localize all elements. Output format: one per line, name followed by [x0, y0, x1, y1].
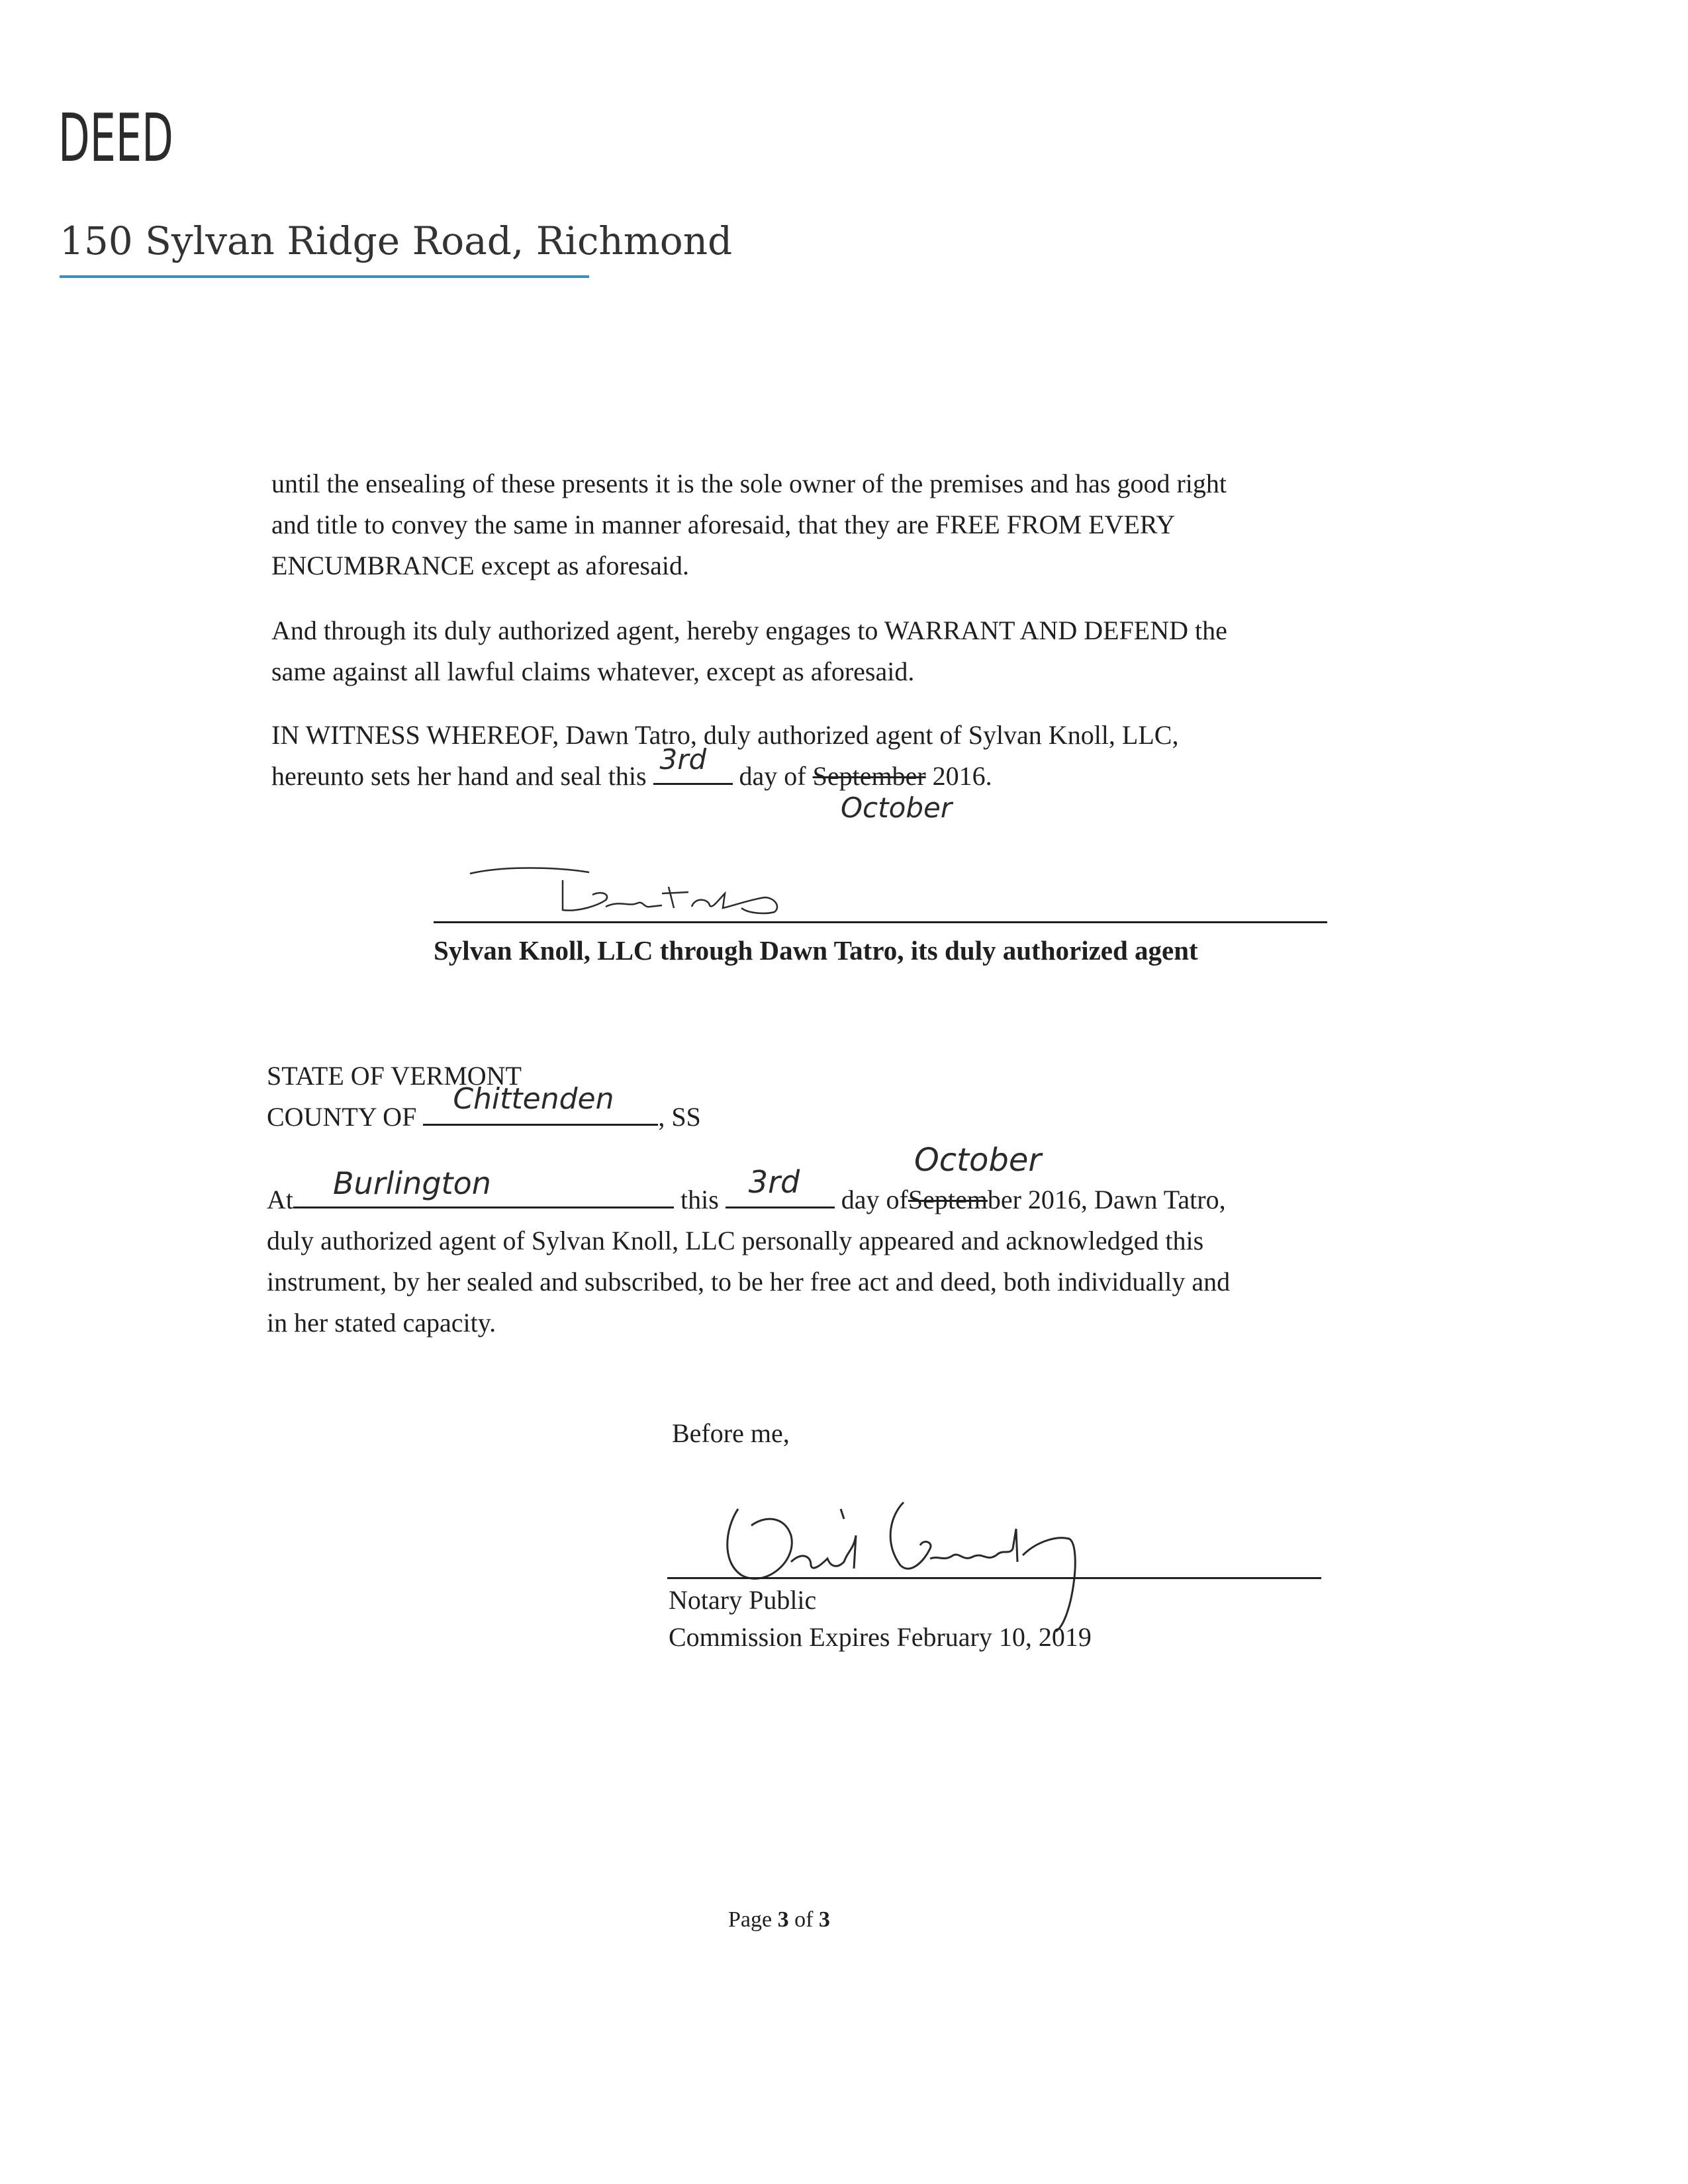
signature-line: [434, 921, 1327, 923]
witness-line-prefix: hereunto sets her hand and seal this: [271, 761, 647, 791]
this-label: this: [680, 1185, 719, 1214]
text-line: and title to convey the same in manner aforesaid, that they are FREE FROM EVERY: [271, 510, 1176, 539]
text-line: duly authorized agent of Sylvan Knoll, LLC personally appeared and acknowledged this: [267, 1226, 1204, 1255]
handwritten-ack-month: October: [914, 1142, 1042, 1179]
day-of-label: day of: [841, 1185, 908, 1214]
acknowledgment-paragraph: [267, 1142, 1326, 1343]
text-line: And through its duly authorized agent, hereby engages to WARRANT AND DEFEND the: [271, 615, 1227, 645]
handwritten-town: Burlington: [333, 1165, 491, 1201]
handwritten-month: October: [841, 792, 953, 824]
page-label: Page: [728, 1907, 773, 1932]
handwritten-ack-day: 3rd: [748, 1164, 800, 1200]
commission-expiry: Commission Expires February 10, 2019: [669, 1622, 1092, 1652]
struck-month: September: [812, 761, 926, 791]
page-current: 3: [777, 1907, 789, 1932]
county-prefix: COUNTY OF: [267, 1102, 417, 1132]
page-number: [728, 1907, 830, 1933]
day-blank: [653, 743, 733, 785]
page-of: of: [794, 1907, 814, 1932]
subtitle-underline: [60, 275, 589, 278]
county-suffix: , SS: [658, 1102, 701, 1132]
handwritten-day: 3rd: [659, 743, 707, 776]
signatory-caption: Sylvan Knoll, LLC through Dawn Tatro, its duly authorized agent: [434, 935, 1198, 966]
acknowledgment-block: [267, 1056, 1326, 1138]
text-line: [267, 1142, 1326, 1220]
before-me-label: Before me,: [672, 1418, 790, 1448]
day-of-label: day of: [739, 761, 806, 791]
page-total: 3: [818, 1907, 830, 1932]
defend-paragraph: [271, 610, 1317, 692]
year-text: 2016.: [932, 761, 992, 791]
ack-day-blank: [726, 1164, 835, 1208]
witness-paragraph: [271, 715, 1317, 824]
text-line: until the ensealing of these presents it is the sole owner of the premises and has good right: [271, 469, 1227, 498]
notary-title: Notary Public: [669, 1585, 817, 1615]
county-blank: [423, 1082, 658, 1126]
warranty-paragraph: [271, 463, 1317, 586]
property-address: [60, 218, 732, 263]
struck-month-partial: Septem: [908, 1185, 988, 1214]
month-rest: ber 2016, Dawn Tatro,: [987, 1185, 1226, 1214]
text-line: instrument, by her sealed and subscribed, to be her free act and deed, both individually and: [267, 1267, 1231, 1297]
dawn-tatro-signature: [463, 854, 808, 923]
text-line: ENCUMBRANCE except as aforesaid.: [271, 551, 689, 580]
text-line: [271, 743, 1317, 824]
state-line: STATE OF VERMONT: [267, 1061, 522, 1091]
at-label: At: [267, 1185, 293, 1214]
notary-signature-line: [667, 1577, 1321, 1579]
handwritten-county: Chittenden: [453, 1082, 614, 1116]
text-line: IN WITNESS WHEREOF, Dawn Tatro, duly authorized agent of Sylvan Knoll, LLC,: [271, 720, 1179, 750]
document-title: DEED: [58, 99, 173, 177]
text-line: same against all lawful claims whatever, except as aforesaid.: [271, 657, 915, 686]
notary-block: [669, 1582, 1092, 1656]
text-line: in her stated capacity.: [267, 1308, 496, 1338]
county-line: [267, 1082, 1326, 1138]
town-blank: [293, 1165, 674, 1208]
property-address-text: 150 Sylvan Ridge Road, Richmond: [60, 218, 733, 263]
